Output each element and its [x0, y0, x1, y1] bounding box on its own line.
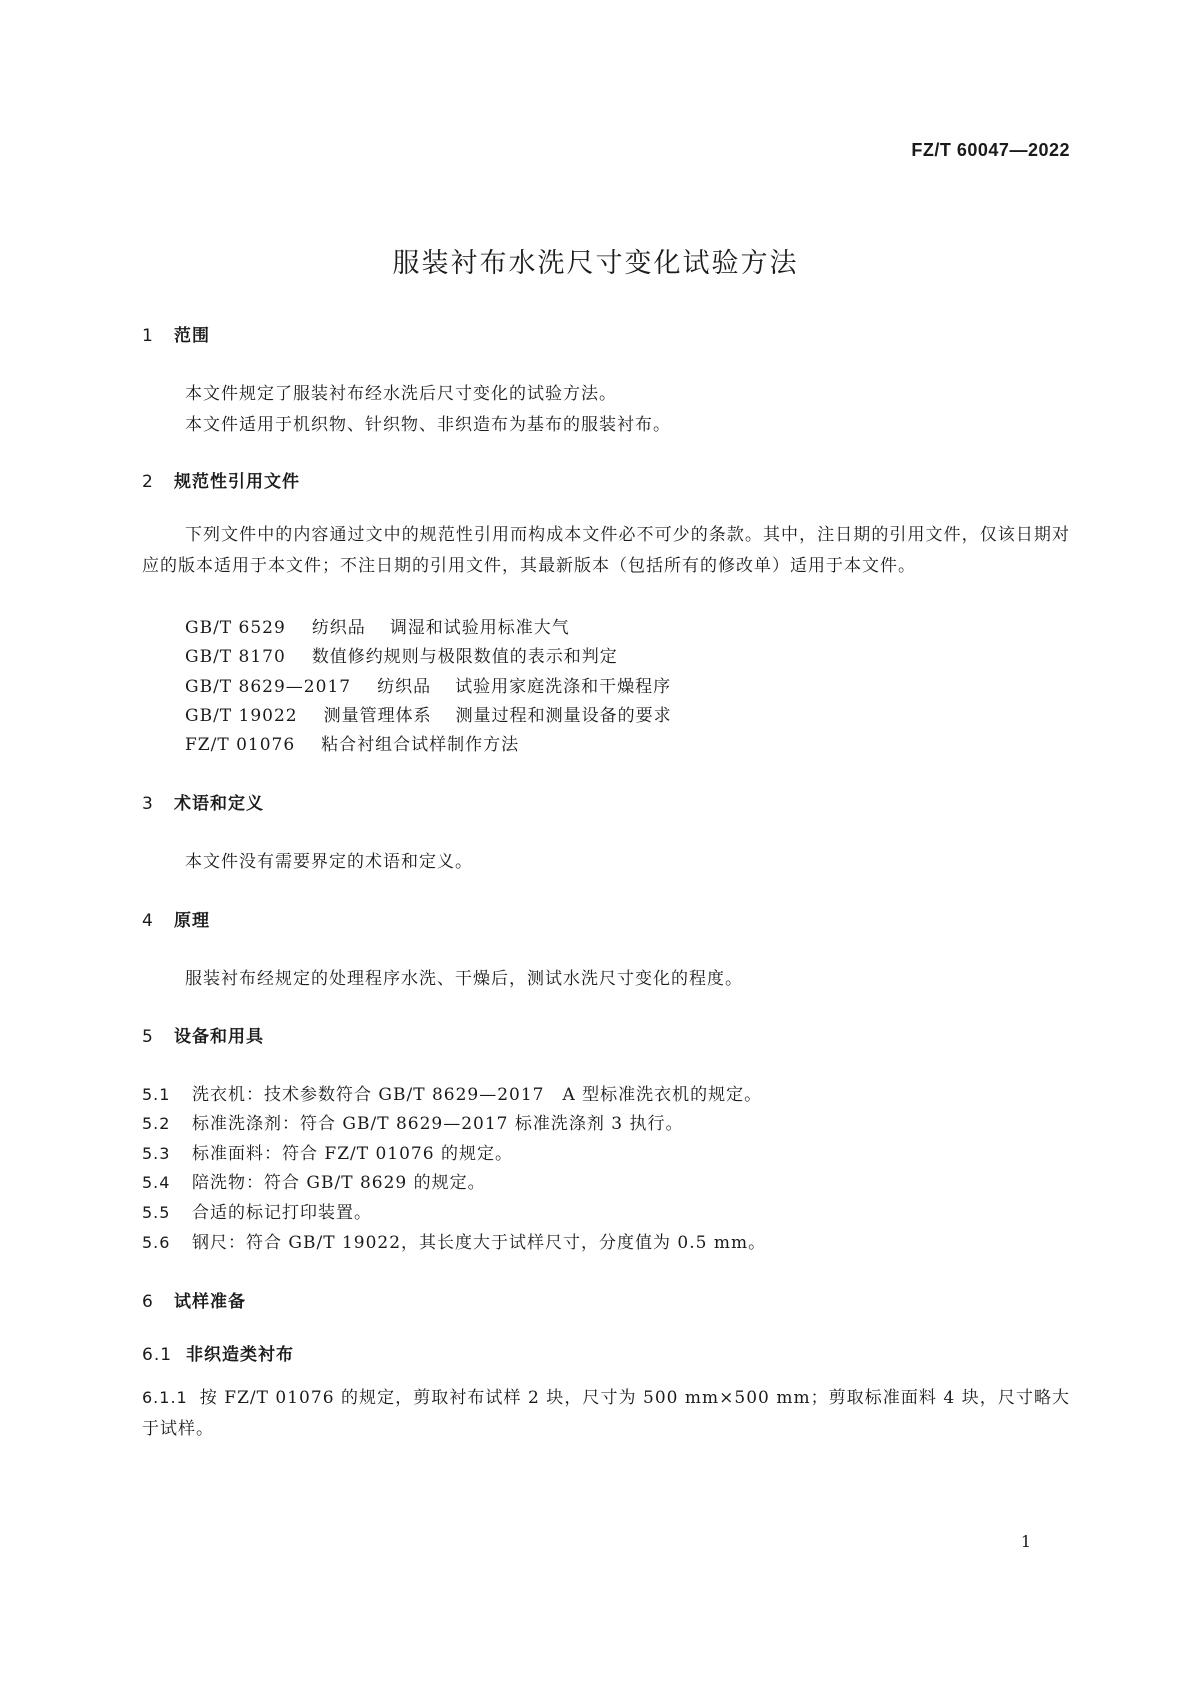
section-2-heading [142, 467, 300, 492]
standard-code: FZ/T 60047—2022 [911, 140, 1070, 160]
reference-subtitle: 调湿和试验用标准大气 [389, 618, 570, 638]
reference-title: 数值修约规则与极限数值的表示和判定 [311, 647, 618, 667]
equipment-item [142, 1109, 684, 1134]
clause-number: 6.1.1 [142, 1388, 188, 1407]
section-title: 规范性引用文件 [174, 472, 300, 492]
section-3-heading [142, 789, 264, 814]
reference-code: FZ/T 01076 [185, 735, 296, 755]
section-5-heading [142, 1022, 264, 1047]
reference-title: 粘合衬组合试样制作方法 [321, 735, 520, 755]
equipment-item [142, 1228, 766, 1253]
clause-text: 陪洗物：符合 GB/T 8629 的规定。 [192, 1173, 486, 1193]
section-1-heading [142, 321, 210, 346]
section-number: 5 [142, 1027, 154, 1047]
reference-item [185, 613, 570, 638]
section-number: 6 [142, 1292, 154, 1312]
reference-item [185, 642, 618, 667]
document-title: 服装衬布水洗尺寸变化试验方法 [392, 248, 799, 279]
clause-text: 合适的标记打印装置。 [192, 1203, 372, 1223]
reference-item [185, 701, 672, 726]
reference-title: 纺织品 [377, 677, 432, 697]
section-title: 原理 [174, 911, 210, 931]
intro-paragraph: 下列文件中的内容通过文中的规范性引用而构成本文件必不可少的条款。其中，注日期的引用文件，仅该日期对应的版本适用于本文件；不注日期的引用文件，其最新版本（包括所有的修改单）适用于本文件。 [142, 525, 1070, 576]
clause-number: 5.6 [142, 1233, 171, 1252]
clause-number: 5.4 [142, 1173, 171, 1192]
clause-number: 5.5 [142, 1203, 171, 1222]
section-number: 1 [142, 326, 154, 346]
page-number: 1 [1020, 1532, 1031, 1551]
section-number: 2 [142, 472, 154, 492]
clause-text: 洗衣机：技术参数符合 GB/T 8629—2017 A 型标准洗衣机的规定。 [192, 1085, 763, 1105]
equipment-item [142, 1080, 762, 1105]
clause-text: 标准面料：符合 FZ/T 01076 的规定。 [192, 1144, 513, 1164]
reference-item [185, 672, 671, 697]
section-title: 术语和定义 [174, 794, 264, 814]
reference-code: GB/T 6529 [185, 618, 286, 638]
section-number: 3 [142, 794, 154, 814]
clause-text: 按 FZ/T 01076 的规定，剪取衬布试样 2 块，尺寸为 500 mm×500 mm；剪取标准面料 4 块，尺寸略大于试样。 [142, 1388, 1070, 1439]
section-4-paragraph: 服装衬布经规定的处理程序水洗、干燥后，测试水洗尺寸变化的程度。 [185, 969, 743, 989]
clause-paragraph [142, 1382, 1070, 1445]
section-title: 范围 [174, 326, 210, 346]
subsection-title: 非织造类衬布 [186, 1345, 294, 1365]
subsection-6-1-heading [142, 1340, 294, 1365]
clause-text: 标准洗涤剂：符合 GB/T 8629—2017 标准洗涤剂 3 执行。 [192, 1114, 684, 1134]
reference-code: GB/T 8629—2017 [185, 677, 352, 697]
reference-item [185, 730, 519, 755]
equipment-item [142, 1168, 486, 1193]
section-number: 4 [142, 911, 154, 931]
equipment-item [142, 1198, 372, 1223]
section-1-paragraph-1: 本文件规定了服装衬布经水洗后尺寸变化的试验方法。 [185, 384, 617, 404]
reference-code: GB/T 8170 [185, 647, 286, 667]
section-title: 试样准备 [174, 1292, 246, 1312]
reference-title: 测量管理体系 [323, 706, 432, 726]
reference-title: 纺织品 [311, 618, 366, 638]
reference-subtitle: 试验用家庭洗涤和干燥程序 [455, 677, 672, 697]
section-1-paragraph-2: 本文件适用于机织物、针织物、非织造布为基布的服装衬布。 [185, 415, 671, 435]
section-title: 设备和用具 [174, 1027, 264, 1047]
clause-number: 5.1 [142, 1085, 171, 1104]
clause-number: 5.2 [142, 1114, 171, 1133]
reference-code: GB/T 19022 [185, 706, 298, 726]
section-4-heading [142, 906, 210, 931]
section-2-intro [142, 520, 1070, 582]
subsection-number: 6.1 [142, 1345, 173, 1365]
reference-subtitle: 测量过程和测量设备的要求 [455, 706, 672, 726]
equipment-item [142, 1139, 513, 1164]
clause-text: 钢尺：符合 GB/T 19022，其长度大于试样尺寸，分度值为 0.5 mm。 [192, 1233, 767, 1253]
clause-number: 5.3 [142, 1144, 171, 1163]
section-6-heading [142, 1287, 246, 1312]
section-3-paragraph: 本文件没有需要界定的术语和定义。 [185, 852, 473, 872]
clause-6-1-1 [142, 1382, 1070, 1445]
